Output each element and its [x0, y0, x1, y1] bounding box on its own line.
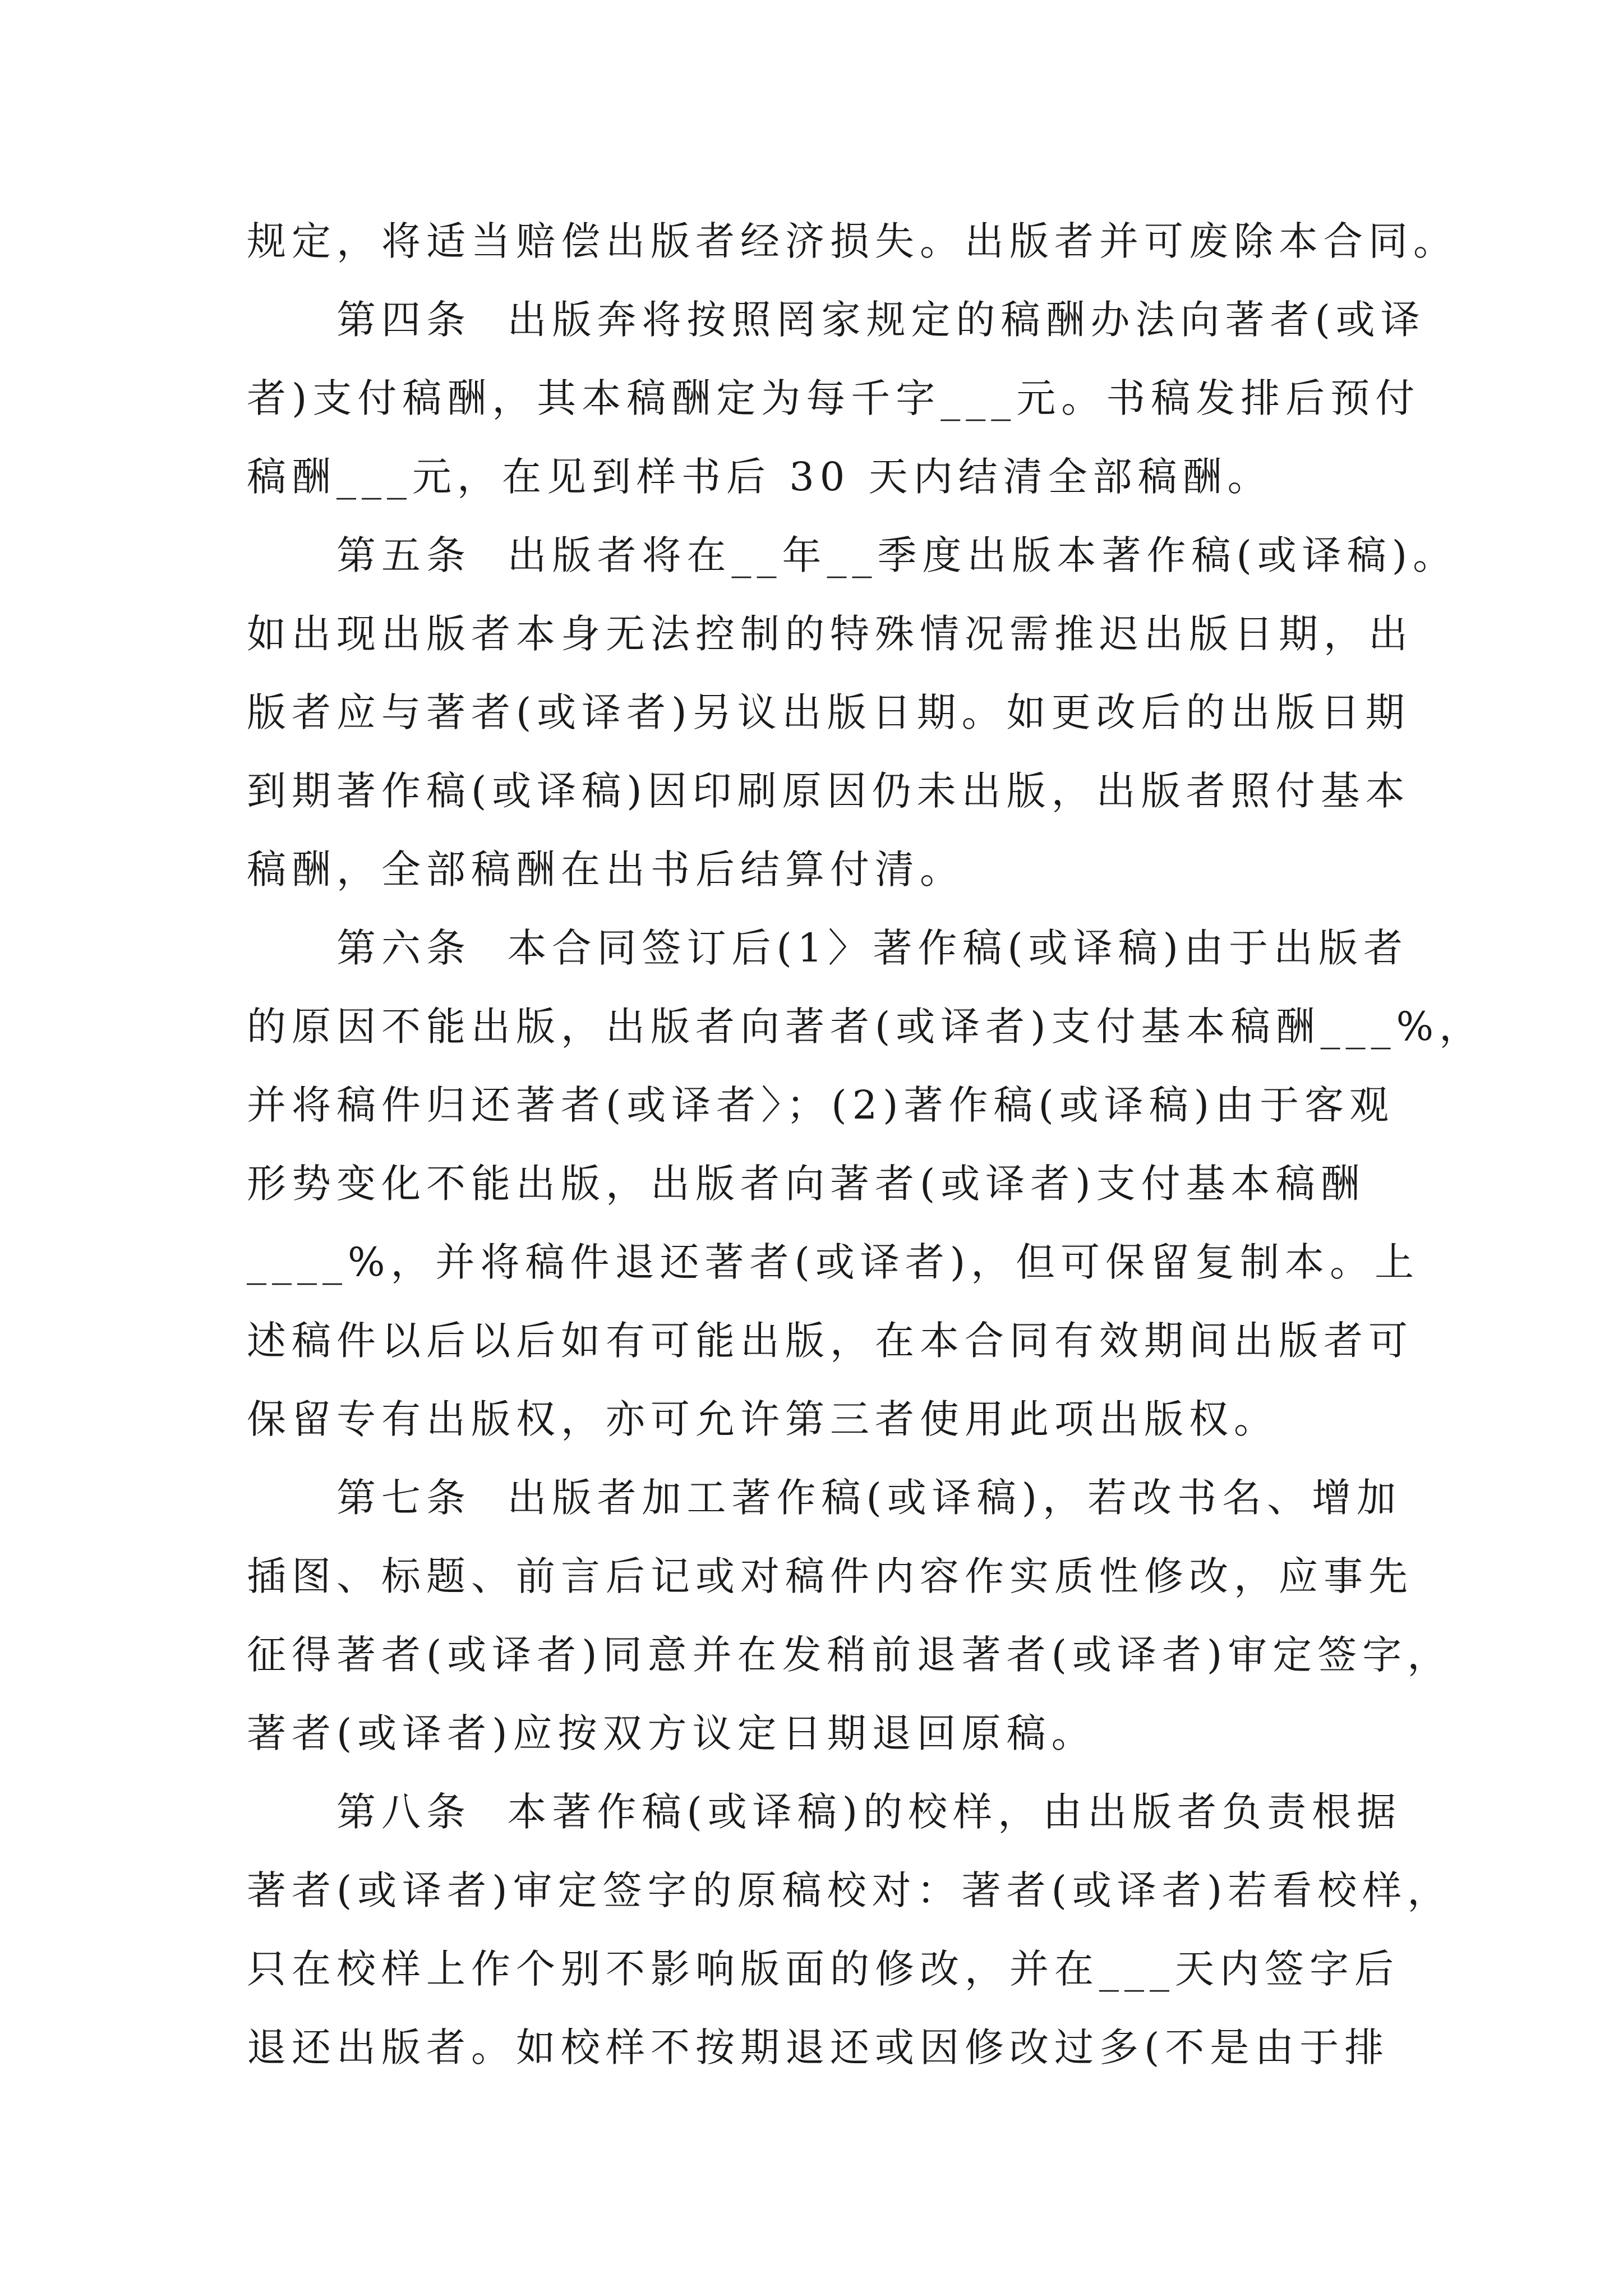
text-line: 征得著者(或译者)同意并在发稍前退著者(或译者)审定签字，: [247, 1632, 1453, 1678]
text-line: 插图、标题、前言后记或对稿件内容作实质性修改，应事先: [247, 1553, 1413, 1599]
text-line: 版者应与著者(或译者)另议出版日期。如更改后的出版日期: [247, 689, 1410, 735]
text-line-article-6: 第六条 本合同签订后(1〉著作稿(或译稿)由于出版者: [336, 925, 1408, 971]
text-line: 形势变化不能出版，出版者向著者(或译者)支付基本稿酬: [247, 1161, 1366, 1207]
text-line: ____%，并将稿件退还著者(或译者)，但可保留复制本。上: [247, 1239, 1420, 1285]
text-line: 只在校样上作个别不影响版面的修改，并在___天内签字后: [247, 1946, 1399, 1992]
text-line: 著者(或译者)应按双方议定日期退回原稿。: [247, 1710, 1096, 1756]
text-line: 述稿件以后以后如有可能出版，在本合同有效期间出版者可: [247, 1318, 1413, 1364]
text-line-article-5: 第五条 出版者将在__年__季度出版本著作稿(或译稿)。: [336, 532, 1458, 578]
text-line-article-4: 第四条 出版奔将按照罔家规定的稿酬办法向著者(或译: [336, 297, 1426, 343]
text-line-article-8: 第八条 本著作稿(或译稿)的校样，由出版者负责根据: [336, 1789, 1402, 1835]
text-line: 者)支付稿酬，其本稿酬定为每千字___元。书稿发排后预付: [247, 375, 1421, 421]
text-line: 退还出版者。如校样不按期退还或因修改过多(不是由于排: [247, 2024, 1390, 2070]
text-line: 规定，将适当赔偿出版者经济损失。出版者并可废除本合同。: [247, 218, 1458, 264]
text-line: 并将稿件归还著者(或译者〉；(2)著作稿(或译稿)由于客观: [247, 1082, 1395, 1128]
text-line: 到期著作稿(或译稿)因印刷原因仍未出版，出版者照付基本: [247, 768, 1410, 814]
text-line: 的原因不能出版，出版者向著者(或译者)支付基本稿酬___%，: [247, 1004, 1484, 1050]
text-line: 稿酬，全部稿酬在出书后结算付清。: [247, 846, 965, 892]
text-line: 著者(或译者)审定签字的原稿校对：著者(或译者)若看校样，: [247, 1867, 1453, 1913]
text-line: 保留专有出版权，亦可允许第三者使用此项出版权。: [247, 1396, 1279, 1442]
text-line: 稿酬___元，在见到样书后 30 天内结清全部稿酬。: [247, 454, 1272, 500]
text-line: 如出现出版者本身无法控制的特殊情况需推迟出版日期，出: [247, 611, 1413, 657]
text-line-article-7: 第七条 出版者加工著作稿(或译稿)，若改书名、增加: [336, 1475, 1402, 1521]
